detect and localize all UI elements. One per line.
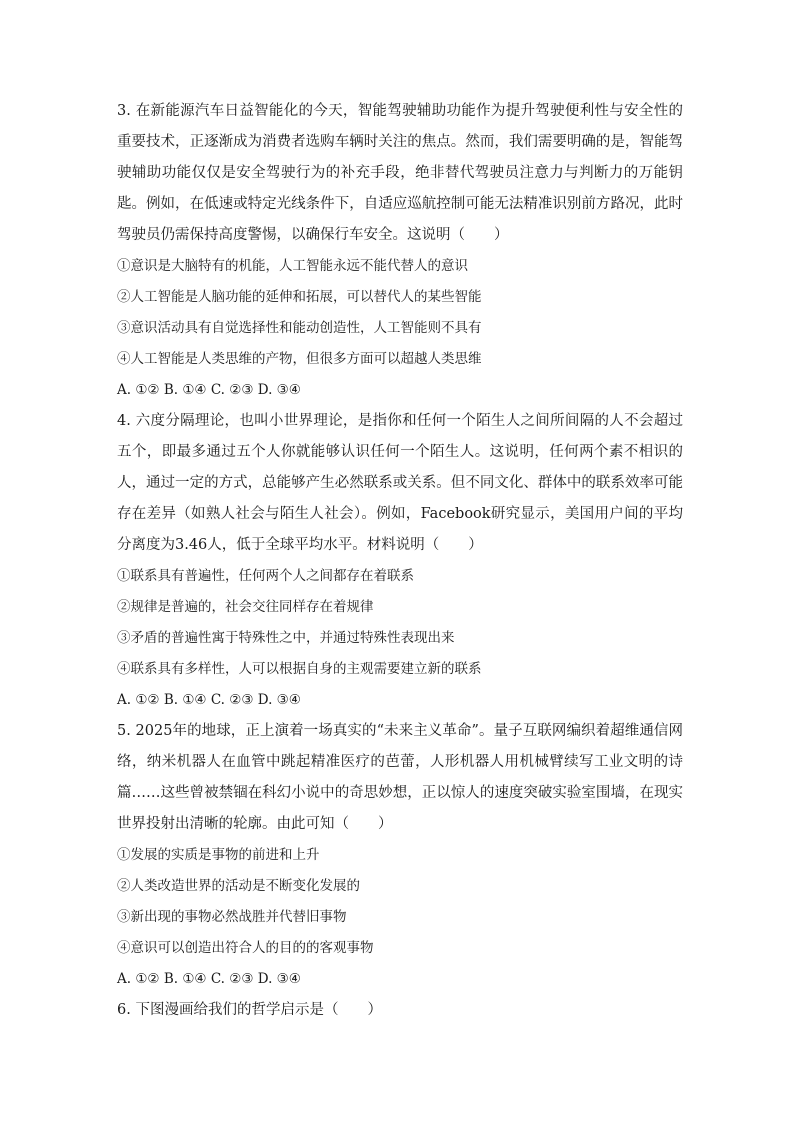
answer-choices: A. ①② B. ①④ C. ②③ D. ③④ [117, 971, 301, 987]
question-3 [117, 96, 683, 406]
option-1: ①发展的实质是事物的前进和上升 [117, 847, 320, 863]
option-3: ③新出现的事物必然战胜并代替旧事物 [117, 909, 347, 925]
question-6 [117, 995, 683, 1026]
option-2: ②人工智能是人脑功能的延伸和拓展，可以替代人的某些智能 [117, 289, 482, 305]
question-stem: 6. 下图漫画给我们的哲学启示是（ ） [117, 1002, 382, 1018]
question-5 [117, 716, 683, 995]
answer-choices: A. ①② B. ①④ C. ②③ D. ③④ [117, 692, 301, 708]
option-3: ③意识活动具有自觉选择性和能动创造性，人工智能则不具有 [117, 320, 482, 336]
exam-page [117, 96, 683, 1026]
option-4: ④联系具有多样性，人可以根据自身的主观需要建立新的联系 [117, 661, 482, 677]
option-1: ①意识是大脑特有的机能，人工智能永远不能代替人的意识 [117, 258, 468, 274]
question-stem: 3. 在新能源汽车日益智能化的今天，智能驾驶辅助功能作为提升驾驶便利性与安全性的重要技术，正逐渐成为消费者选购车辆时关注的焦点。然而，我们需要明确的是，智能驾驶辅助功能仅仅是安全驾驶行为的补充手段，绝非替代驾驶员注意力与判断力的万能钥匙。例如，在低速或特定光线条件下，自适应巡航控制可能无法精准识别前方路况，此时驾驶员仍需保持高度警惕，以确保行车安全。这说明（ ） [117, 103, 683, 243]
question-stem: 4. 六度分隔理论，也叫小世界理论，是指你和任何一个陌生人之间所间隔的人不会超过五个，即最多通过五个人你就能够认识任何一个陌生人。这说明，任何两个素不相识的人，通过一定的方式，总能够产生必然联系或关系。但不同文化、群体中的联系效率可能存在差异（如熟人社会与陌生人社会）。例如，Facebook研究显示，美国用户间的平均分离度为3.46人，低于全球平均水平。材料说明（ ） [117, 413, 683, 553]
option-4: ④意识可以创造出符合人的目的的客观事物 [117, 940, 374, 956]
question-stem: 5. 2025年的地球，正上演着一场真实的“未来主义革命”。量子互联网编织着超维通信网络，纳米机器人在血管中跳起精准医疗的芭蕾，人形机器人用机械臂续写工业文明的诗篇……这些曾被禁锢在科幻小说中的奇思妙想，正以惊人的速度突破实验室围墙，在现实世界投射出清晰的轮廓。由此可知（ ） [117, 723, 683, 832]
option-1: ①联系具有普遍性，任何两个人之间都存在着联系 [117, 568, 414, 584]
question-4 [117, 406, 683, 716]
option-2: ②人类改造世界的活动是不断变化发展的 [117, 878, 360, 894]
option-4: ④人工智能是人类思维的产物，但很多方面可以超越人类思维 [117, 351, 482, 367]
option-2: ②规律是普遍的，社会交往同样存在着规律 [117, 599, 374, 615]
option-3: ③矛盾的普遍性寓于特殊性之中，并通过特殊性表现出来 [117, 630, 455, 646]
answer-choices: A. ①② B. ①④ C. ②③ D. ③④ [117, 382, 301, 398]
